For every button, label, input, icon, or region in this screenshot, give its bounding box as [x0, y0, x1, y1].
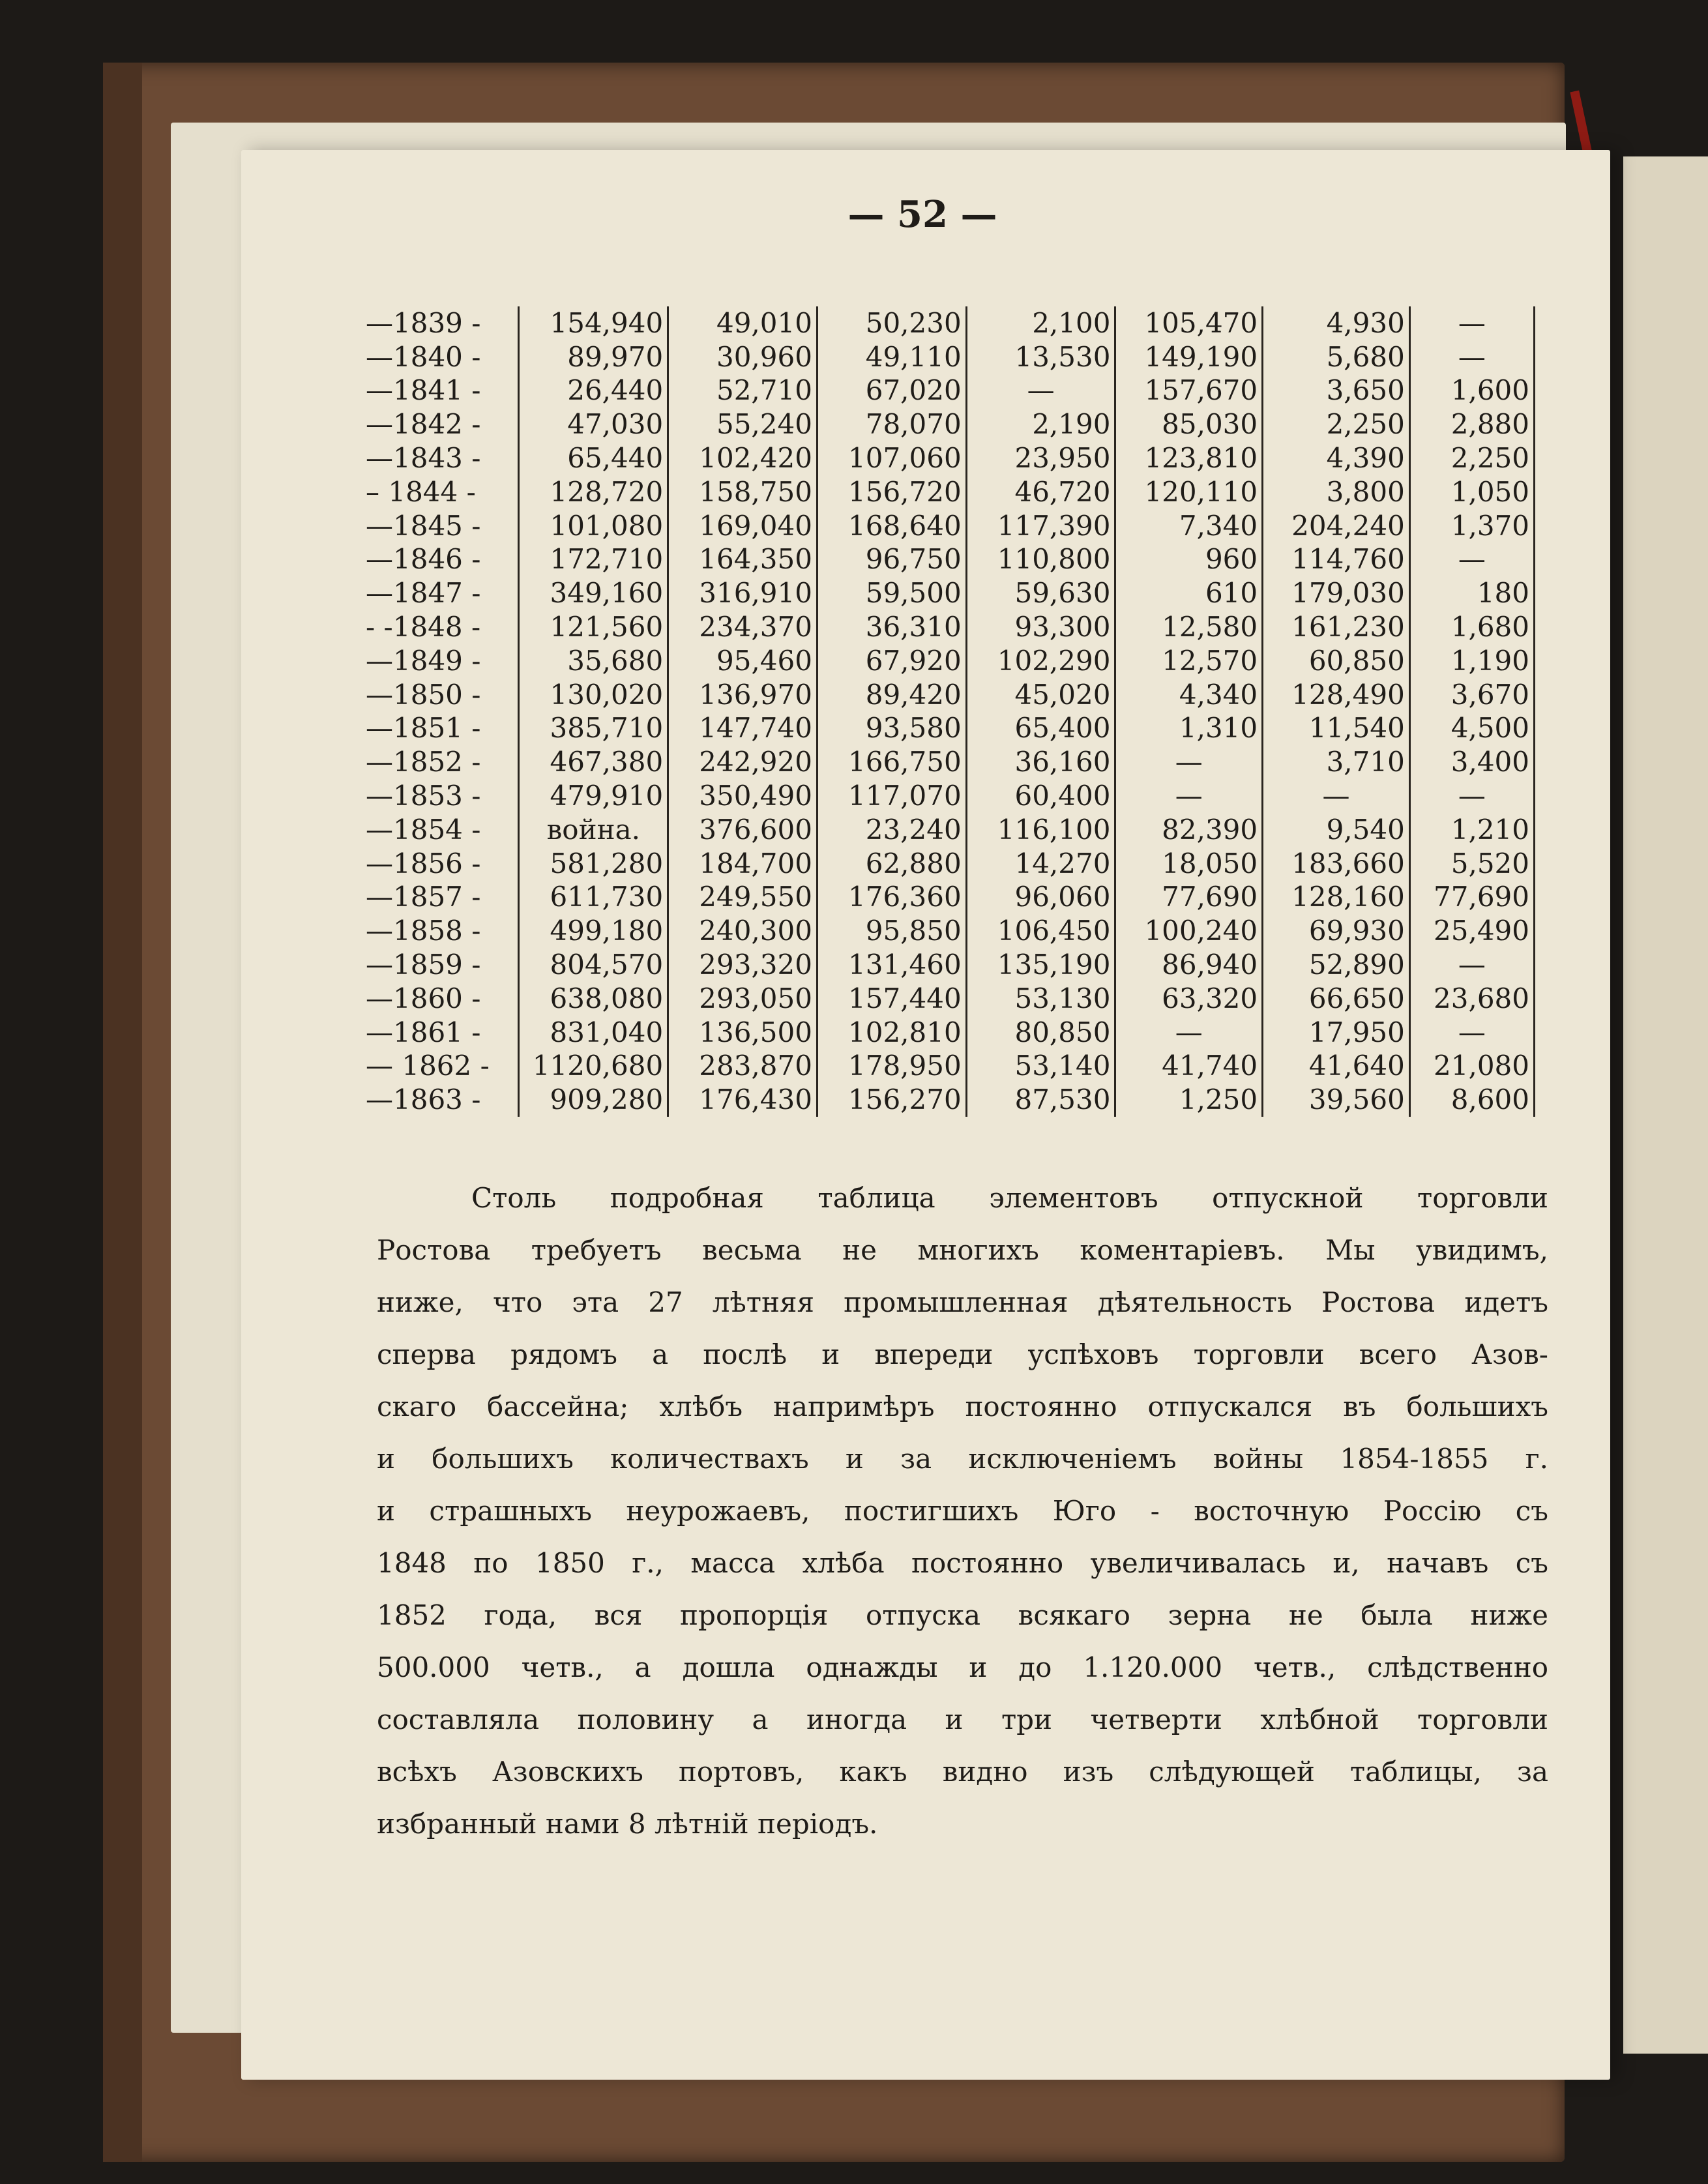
value-cell: 49,010: [668, 306, 817, 340]
paragraph-line: 1852 года, вся пропорція отпуска всякаго зерна не была ниже: [377, 1599, 1548, 1631]
value-cell: 65,400: [966, 712, 1115, 746]
page-number: — 52 —: [847, 193, 997, 236]
value-cell: 240,300: [668, 914, 817, 948]
value-cell: 12,580: [1115, 610, 1263, 644]
value-cell: 26,440: [519, 374, 668, 408]
value-cell: 5,520: [1409, 847, 1534, 881]
cover-spine-edge: [103, 63, 142, 2162]
value-cell: 62,880: [817, 847, 966, 881]
value-cell: 349,160: [519, 576, 668, 610]
value-cell: 102,290: [966, 644, 1115, 678]
value-cell: 102,420: [668, 441, 817, 475]
table-row: [362, 1050, 1535, 1084]
page-header: [0, 0, 1708, 274]
table-row: [362, 745, 1535, 779]
value-cell: 13,530: [966, 340, 1115, 374]
value-cell: 110,800: [966, 543, 1115, 577]
right-page-edge: [1623, 156, 1708, 2054]
year-cell: —1860 -: [362, 982, 519, 1016]
value-cell: 638,080: [519, 982, 668, 1016]
value-cell: —: [1409, 306, 1534, 340]
value-cell: 36,160: [966, 745, 1115, 779]
table-row: [362, 678, 1535, 712]
year-cell: —1853 -: [362, 779, 519, 813]
value-cell: 69,930: [1263, 914, 1410, 948]
value-cell: 1,050: [1409, 475, 1534, 509]
year-cell: —1845 -: [362, 509, 519, 543]
year-cell: - -1848 -: [362, 610, 519, 644]
value-cell: 242,920: [668, 745, 817, 779]
value-cell: 52,710: [668, 374, 817, 408]
value-cell: 293,050: [668, 982, 817, 1016]
value-cell: 86,940: [1115, 948, 1263, 982]
value-cell: 1,190: [1409, 644, 1534, 678]
value-cell: 95,850: [817, 914, 966, 948]
year-cell: —1863 -: [362, 1083, 519, 1117]
year-cell: —1861 -: [362, 1016, 519, 1050]
year-cell: —1851 -: [362, 712, 519, 746]
value-cell: 168,640: [817, 509, 966, 543]
value-cell: 96,750: [817, 543, 966, 577]
year-cell: —1858 -: [362, 914, 519, 948]
value-cell: 467,380: [519, 745, 668, 779]
year-cell: —1842 -: [362, 407, 519, 441]
export-table: [362, 306, 1535, 1117]
value-cell: 63,320: [1115, 982, 1263, 1016]
year-cell: —1854 -: [362, 813, 519, 847]
value-cell: 499,180: [519, 914, 668, 948]
value-cell: 1120,680: [519, 1050, 668, 1084]
year-cell: —1843 -: [362, 441, 519, 475]
table-row: [362, 610, 1535, 644]
value-cell: 45,020: [966, 678, 1115, 712]
value-cell: —: [1115, 779, 1263, 813]
value-cell: 101,080: [519, 509, 668, 543]
value-cell: 3,670: [1409, 678, 1534, 712]
paragraph-line: и страшныхъ неурожаевъ, постигшихъ Юго - восточную Россію съ: [377, 1495, 1548, 1527]
table-body: [362, 306, 1535, 1117]
table-row: [362, 847, 1535, 881]
table-row: [362, 1083, 1535, 1117]
value-cell: 293,320: [668, 948, 817, 982]
value-cell: 128,720: [519, 475, 668, 509]
value-cell: —: [1409, 779, 1534, 813]
value-cell: 23,680: [1409, 982, 1534, 1016]
value-cell: 60,400: [966, 779, 1115, 813]
value-cell: 7,340: [1115, 509, 1263, 543]
value-cell: 183,660: [1263, 847, 1410, 881]
value-cell: 123,810: [1115, 441, 1263, 475]
paragraph-line: сперва рядомъ а послѣ и впереди успѣховъ торговли всего Азов-: [377, 1338, 1548, 1370]
year-cell: —1841 -: [362, 374, 519, 408]
value-cell: 156,720: [817, 475, 966, 509]
value-cell: 610: [1115, 576, 1263, 610]
paragraph-line: скаго бассейна; хлѣбъ напримѣръ постоянно отпускался въ большихъ: [377, 1391, 1548, 1423]
value-cell: 87,530: [966, 1083, 1115, 1117]
paragraph-line: и большихъ количествахъ и за исключеніемъ войны 1854-1855 г.: [377, 1443, 1548, 1475]
value-cell: —: [1409, 1016, 1534, 1050]
value-cell: 3,650: [1263, 374, 1410, 408]
year-cell: —1856 -: [362, 847, 519, 881]
value-cell: 23,240: [817, 813, 966, 847]
value-cell: 4,390: [1263, 441, 1410, 475]
value-cell: 204,240: [1263, 509, 1410, 543]
value-cell: 581,280: [519, 847, 668, 881]
table-row: [362, 441, 1535, 475]
table-row: [362, 1016, 1535, 1050]
value-cell: 1,210: [1409, 813, 1534, 847]
value-cell: 85,030: [1115, 407, 1263, 441]
table-row: [362, 644, 1535, 678]
value-cell: 479,910: [519, 779, 668, 813]
value-cell: —: [1115, 745, 1263, 779]
value-cell: 172,710: [519, 543, 668, 577]
value-cell: 2,250: [1409, 441, 1534, 475]
value-cell: 89,970: [519, 340, 668, 374]
value-cell: 93,300: [966, 610, 1115, 644]
value-cell: 164,350: [668, 543, 817, 577]
value-cell: 55,240: [668, 407, 817, 441]
paragraph-line: ниже, что эта 27 лѣтняя промышленная дѣятельность Ростова идетъ: [377, 1286, 1548, 1318]
value-cell: 120,110: [1115, 475, 1263, 509]
value-cell: 65,440: [519, 441, 668, 475]
value-cell: 80,850: [966, 1016, 1115, 1050]
value-cell: 184,700: [668, 847, 817, 881]
value-cell: 12,570: [1115, 644, 1263, 678]
value-cell: 105,470: [1115, 306, 1263, 340]
value-cell: 178,950: [817, 1050, 966, 1084]
table-row: [362, 407, 1535, 441]
value-cell: 831,040: [519, 1016, 668, 1050]
value-cell: 36,310: [817, 610, 966, 644]
value-cell: 1,310: [1115, 712, 1263, 746]
table-row: [362, 576, 1535, 610]
table-row: [362, 914, 1535, 948]
value-cell: 117,390: [966, 509, 1115, 543]
value-cell: 53,130: [966, 982, 1115, 1016]
value-cell: —: [966, 374, 1115, 408]
table-row: [362, 543, 1535, 577]
value-cell: 117,070: [817, 779, 966, 813]
value-cell: 4,500: [1409, 712, 1534, 746]
value-cell: 316,910: [668, 576, 817, 610]
year-cell: —1847 -: [362, 576, 519, 610]
year-cell: — 1862 -: [362, 1050, 519, 1084]
paragraph-line: 1848 по 1850 г., масса хлѣба постоянно увеличивалась и, начавъ съ: [377, 1547, 1548, 1579]
year-cell: —1839 -: [362, 306, 519, 340]
value-cell: 1,250: [1115, 1083, 1263, 1117]
paragraph-line: 500.000 четв., а дошла однажды и до 1.120.000 четв., слѣдственно: [377, 1651, 1548, 1683]
table-row: [362, 306, 1535, 340]
value-cell: 130,020: [519, 678, 668, 712]
value-cell: 78,070: [817, 407, 966, 441]
value-cell: 960: [1115, 543, 1263, 577]
value-cell: 89,420: [817, 678, 966, 712]
value-cell: 154,940: [519, 306, 668, 340]
value-cell: 376,600: [668, 813, 817, 847]
value-cell: 114,760: [1263, 543, 1410, 577]
value-cell: 121,560: [519, 610, 668, 644]
table-row: [362, 982, 1535, 1016]
value-cell: 4,930: [1263, 306, 1410, 340]
value-cell: 77,690: [1409, 881, 1534, 915]
year-cell: —1849 -: [362, 644, 519, 678]
value-cell: 158,750: [668, 475, 817, 509]
value-cell: 2,880: [1409, 407, 1534, 441]
table-row: [362, 475, 1535, 509]
value-cell: 128,160: [1263, 881, 1410, 915]
year-cell: —1859 -: [362, 948, 519, 982]
value-cell: 11,540: [1263, 712, 1410, 746]
value-cell: 17,950: [1263, 1016, 1410, 1050]
value-cell: 234,370: [668, 610, 817, 644]
value-cell: 3,710: [1263, 745, 1410, 779]
value-cell: 52,890: [1263, 948, 1410, 982]
paragraph-line: Столь подробная таблица элементовъ отпускной торговли: [471, 1182, 1548, 1214]
value-cell: 149,190: [1115, 340, 1263, 374]
table-row: [362, 712, 1535, 746]
value-cell: 100,240: [1115, 914, 1263, 948]
value-cell: 41,740: [1115, 1050, 1263, 1084]
value-cell: война.: [519, 813, 668, 847]
value-cell: 95,460: [668, 644, 817, 678]
value-cell: 14,270: [966, 847, 1115, 881]
value-cell: 350,490: [668, 779, 817, 813]
value-cell: 180: [1409, 576, 1534, 610]
value-cell: 18,050: [1115, 847, 1263, 881]
value-cell: 106,450: [966, 914, 1115, 948]
paragraph-line: избранный нами 8 лѣтній періодъ.: [377, 1808, 878, 1840]
year-cell: —1857 -: [362, 881, 519, 915]
value-cell: 157,440: [817, 982, 966, 1016]
value-cell: 35,680: [519, 644, 668, 678]
value-cell: 66,650: [1263, 982, 1410, 1016]
value-cell: 135,190: [966, 948, 1115, 982]
value-cell: 116,100: [966, 813, 1115, 847]
value-cell: 2,250: [1263, 407, 1410, 441]
value-cell: 96,060: [966, 881, 1115, 915]
year-cell: – 1844 -: [362, 475, 519, 509]
value-cell: 9,540: [1263, 813, 1410, 847]
value-cell: 179,030: [1263, 576, 1410, 610]
value-cell: 2,190: [966, 407, 1115, 441]
value-cell: —: [1115, 1016, 1263, 1050]
value-cell: —: [1409, 543, 1534, 577]
table-row: [362, 374, 1535, 408]
value-cell: 46,720: [966, 475, 1115, 509]
year-cell: —1846 -: [362, 543, 519, 577]
value-cell: —: [1409, 340, 1534, 374]
value-cell: —: [1263, 779, 1410, 813]
value-cell: 67,020: [817, 374, 966, 408]
value-cell: 147,740: [668, 712, 817, 746]
value-cell: 136,970: [668, 678, 817, 712]
value-cell: 169,040: [668, 509, 817, 543]
paragraph-line: Ростова требуетъ весьма не многихъ коментаріевъ. Мы увидимъ,: [377, 1234, 1548, 1266]
value-cell: 39,560: [1263, 1083, 1410, 1117]
value-cell: 2,100: [966, 306, 1115, 340]
value-cell: 131,460: [817, 948, 966, 982]
value-cell: 59,500: [817, 576, 966, 610]
value-cell: 1,680: [1409, 610, 1534, 644]
value-cell: 1,600: [1409, 374, 1534, 408]
value-cell: 909,280: [519, 1083, 668, 1117]
value-cell: 67,920: [817, 644, 966, 678]
value-cell: 82,390: [1115, 813, 1263, 847]
table-row: [362, 340, 1535, 374]
value-cell: 60,850: [1263, 644, 1410, 678]
value-cell: 107,060: [817, 441, 966, 475]
value-cell: 8,600: [1409, 1083, 1534, 1117]
value-cell: 5,680: [1263, 340, 1410, 374]
table-row: [362, 881, 1535, 915]
year-cell: —1840 -: [362, 340, 519, 374]
value-cell: 77,690: [1115, 881, 1263, 915]
value-cell: 161,230: [1263, 610, 1410, 644]
year-cell: —1850 -: [362, 678, 519, 712]
value-cell: 41,640: [1263, 1050, 1410, 1084]
value-cell: 47,030: [519, 407, 668, 441]
value-cell: 1,370: [1409, 509, 1534, 543]
body-paragraph: [377, 1172, 1548, 1850]
value-cell: 3,800: [1263, 475, 1410, 509]
value-cell: 59,630: [966, 576, 1115, 610]
table-row: [362, 509, 1535, 543]
table-row: [362, 813, 1535, 847]
value-cell: 49,110: [817, 340, 966, 374]
paragraph-line: составляла половину а иногда и три четверти хлѣбной торговли: [377, 1704, 1548, 1735]
value-cell: 23,950: [966, 441, 1115, 475]
value-cell: 156,270: [817, 1083, 966, 1117]
value-cell: 102,810: [817, 1016, 966, 1050]
value-cell: 50,230: [817, 306, 966, 340]
table-row: [362, 779, 1535, 813]
value-cell: 249,550: [668, 881, 817, 915]
value-cell: —: [1409, 948, 1534, 982]
value-cell: 385,710: [519, 712, 668, 746]
value-cell: 166,750: [817, 745, 966, 779]
value-cell: 53,140: [966, 1050, 1115, 1084]
value-cell: 4,340: [1115, 678, 1263, 712]
value-cell: 30,960: [668, 340, 817, 374]
value-cell: 283,870: [668, 1050, 817, 1084]
value-cell: 93,580: [817, 712, 966, 746]
value-cell: 157,670: [1115, 374, 1263, 408]
value-cell: 611,730: [519, 881, 668, 915]
value-cell: 3,400: [1409, 745, 1534, 779]
value-cell: 128,490: [1263, 678, 1410, 712]
year-cell: —1852 -: [362, 745, 519, 779]
value-cell: 21,080: [1409, 1050, 1534, 1084]
value-cell: 176,430: [668, 1083, 817, 1117]
table-row: [362, 948, 1535, 982]
value-cell: 136,500: [668, 1016, 817, 1050]
value-cell: 25,490: [1409, 914, 1534, 948]
paragraph-line: всѣхъ Азовскихъ портовъ, какъ видно изъ слѣдующей таблицы, за: [377, 1756, 1548, 1788]
value-cell: 804,570: [519, 948, 668, 982]
value-cell: 176,360: [817, 881, 966, 915]
